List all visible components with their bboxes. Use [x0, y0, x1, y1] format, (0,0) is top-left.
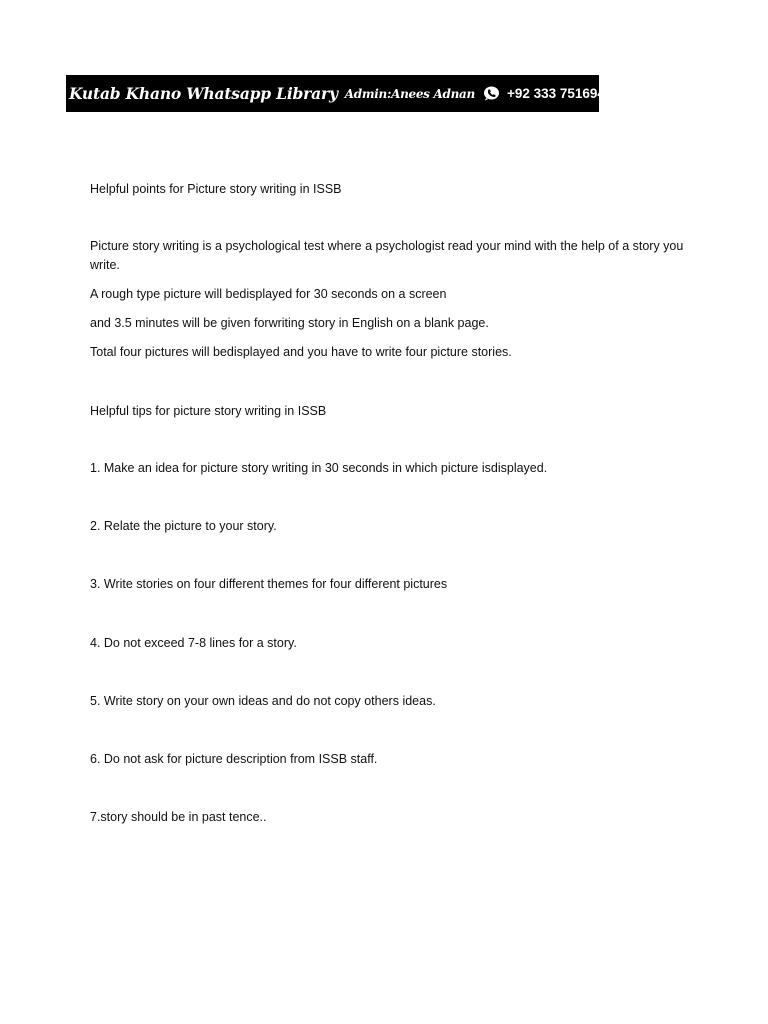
admin-name: Admin:Anees Adnan [344, 86, 475, 101]
tip-item: 2. Relate the picture to your story. [90, 519, 277, 533]
tip-item: 4. Do not exceed 7-8 lines for a story. [90, 636, 297, 650]
paragraph-line-1: A rough type picture will bedisplayed for 30 seconds on a screen [90, 287, 447, 301]
tip-item: 5. Write story on your own ideas and do not copy others ideas. [90, 694, 436, 708]
tips-heading: Helpful tips for picture story writing in ISSB [90, 404, 327, 418]
tip-item: 1. Make an idea for picture story writing in 30 seconds in which picture isdisplayed. [90, 461, 548, 475]
intro-paragraph: Picture story writing is a psychological test where a psychologist read your mind with the help of a story you write. [90, 239, 684, 272]
tip-item: 7.story should be in past tence.. [90, 810, 267, 824]
tip-item: 6. Do not ask for picture description from ISSB staff. [90, 752, 378, 766]
paragraph-line-3: Total four pictures will bedisplayed and you have to write four picture stories. [90, 345, 512, 359]
header-banner [66, 75, 613, 112]
library-name: Kutab Khano Whatsapp Library [69, 84, 338, 103]
tip-item: 3. Write stories on four different themes for four different pictures [90, 577, 448, 591]
whatsapp-phone-icon [483, 86, 500, 101]
document-heading: Helpful points for Picture story writing in ISSB [90, 182, 342, 196]
phone-number: +92 333 7516944 [506, 86, 613, 101]
paragraph-line-2: and 3.5 minutes will be given forwriting story in English on a blank page. [90, 316, 489, 330]
